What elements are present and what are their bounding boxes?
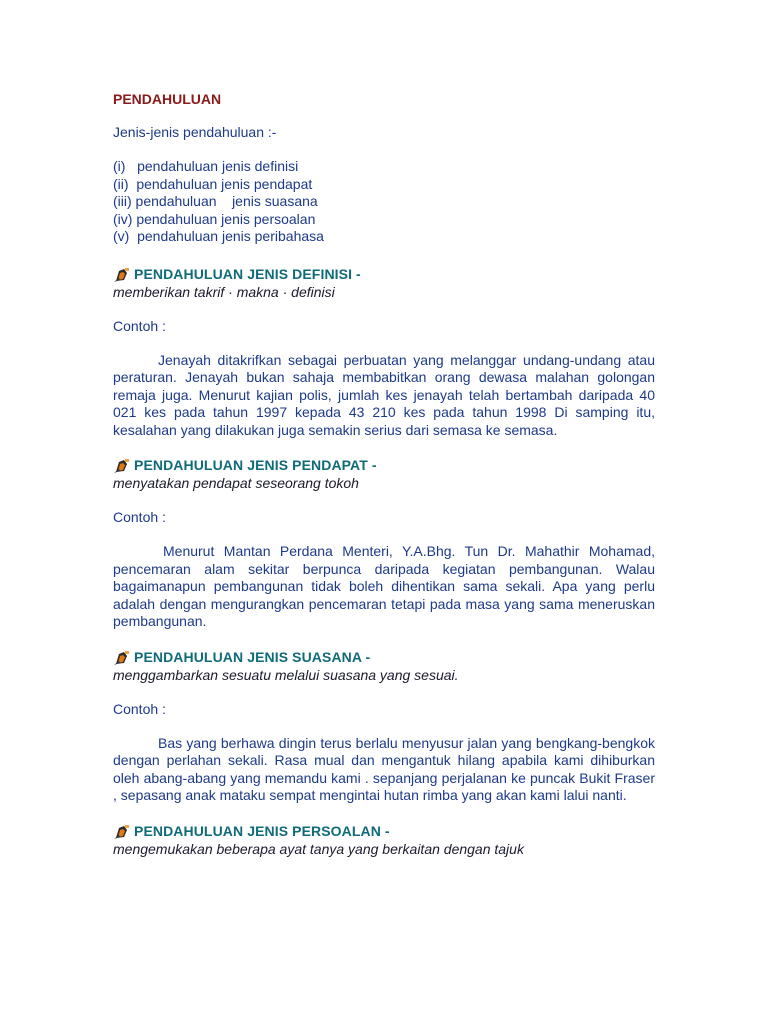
section-heading [113, 649, 655, 666]
document-page [113, 91, 655, 858]
section-title: PENDAHULUAN JENIS PENDAPAT - [134, 457, 377, 473]
example-label: Contoh : [113, 700, 166, 717]
list-item: (v) pendahuluan jenis peribahasa [113, 228, 324, 244]
section-heading [113, 457, 655, 474]
section-suasana [113, 649, 655, 805]
example-paragraph: Jenayah ditakrifkan sebagai perbuatan yang melanggar undang-undang atau peraturan. Jenayah bukan sahaja membabitkan orang dewasa malahan golongan remaja juga. Menurut kajian polis, jumlah kes jenayah telah bertambah daripada 40 021 kes pada tahun 1997 kepada 43 210 kes pada tahun 1998 Di samping itu, kesalahan yang dilakukan juga semakin serius dari semasa ke semasa. [113, 351, 655, 438]
example-paragraph: Bas yang berhawa dingin terus berlalu menyusur jalan yang bengkang-bengkok dengan perlahan sekali. Rasa mual dan mengantuk hilang apabila kami dihiburkan oleh abang-abang yang memandu kami . sepanjang perjalanan ke puncak Bukit Fraser , sepasang anak mataku sempat mengintai hutan rimba yang akan kami lalui nanti. [113, 734, 655, 803]
pen-icon [113, 824, 131, 840]
pen-icon [113, 650, 131, 666]
intro-text: Jenis-jenis pendahuluan :- [113, 124, 277, 140]
pen-icon [113, 267, 131, 283]
section-persoalan [113, 823, 655, 858]
type-list [113, 158, 655, 246]
section-description: memberikan takrif · makna · definisi [113, 283, 335, 300]
section-definisi [113, 266, 655, 440]
section-description: menyatakan pendapat seseorang tokoh [113, 475, 359, 491]
list-item: (iii) pendahuluan jenis suasana [113, 193, 318, 209]
section-heading [113, 266, 655, 283]
pen-icon [113, 458, 131, 474]
page-title: PENDAHULUAN [113, 91, 222, 107]
section-title: PENDAHULUAN JENIS SUASANA - [134, 648, 371, 665]
section-title: PENDAHULUAN JENIS DEFINISI - [134, 265, 361, 282]
list-item: (ii) pendahuluan jenis pendapat [113, 175, 313, 192]
example-paragraph: Menurut Mantan Perdana Menteri, Y.A.Bhg. Tun Dr. Mahathir Mohamad, pencemaran alam sekitar berpunca daripada kegiatan pembangunan. Walau bagaimanapun pembangunan tidak boleh dihentikan sama sekali. Apa yang perlu adalah dengan mengurangkan pencemaran tetapi pada masa yang sama meneruskan pembangunan. [113, 543, 655, 629]
list-item: (iv) pendahuluan jenis persoalan [113, 210, 316, 227]
section-heading [113, 823, 655, 840]
example-label: Contoh : [113, 317, 166, 334]
section-title: PENDAHULUAN JENIS PERSOALAN - [134, 822, 390, 839]
list-item: (i) pendahuluan jenis definisi [113, 158, 299, 174]
section-pendapat [113, 457, 655, 631]
section-description: menggambarkan sesuatu melalui suasana yang sesuai. [113, 666, 459, 683]
section-description: mengemukakan beberapa ayat tanya yang berkaitan dengan tajuk [113, 840, 524, 857]
example-label: Contoh : [113, 509, 166, 525]
